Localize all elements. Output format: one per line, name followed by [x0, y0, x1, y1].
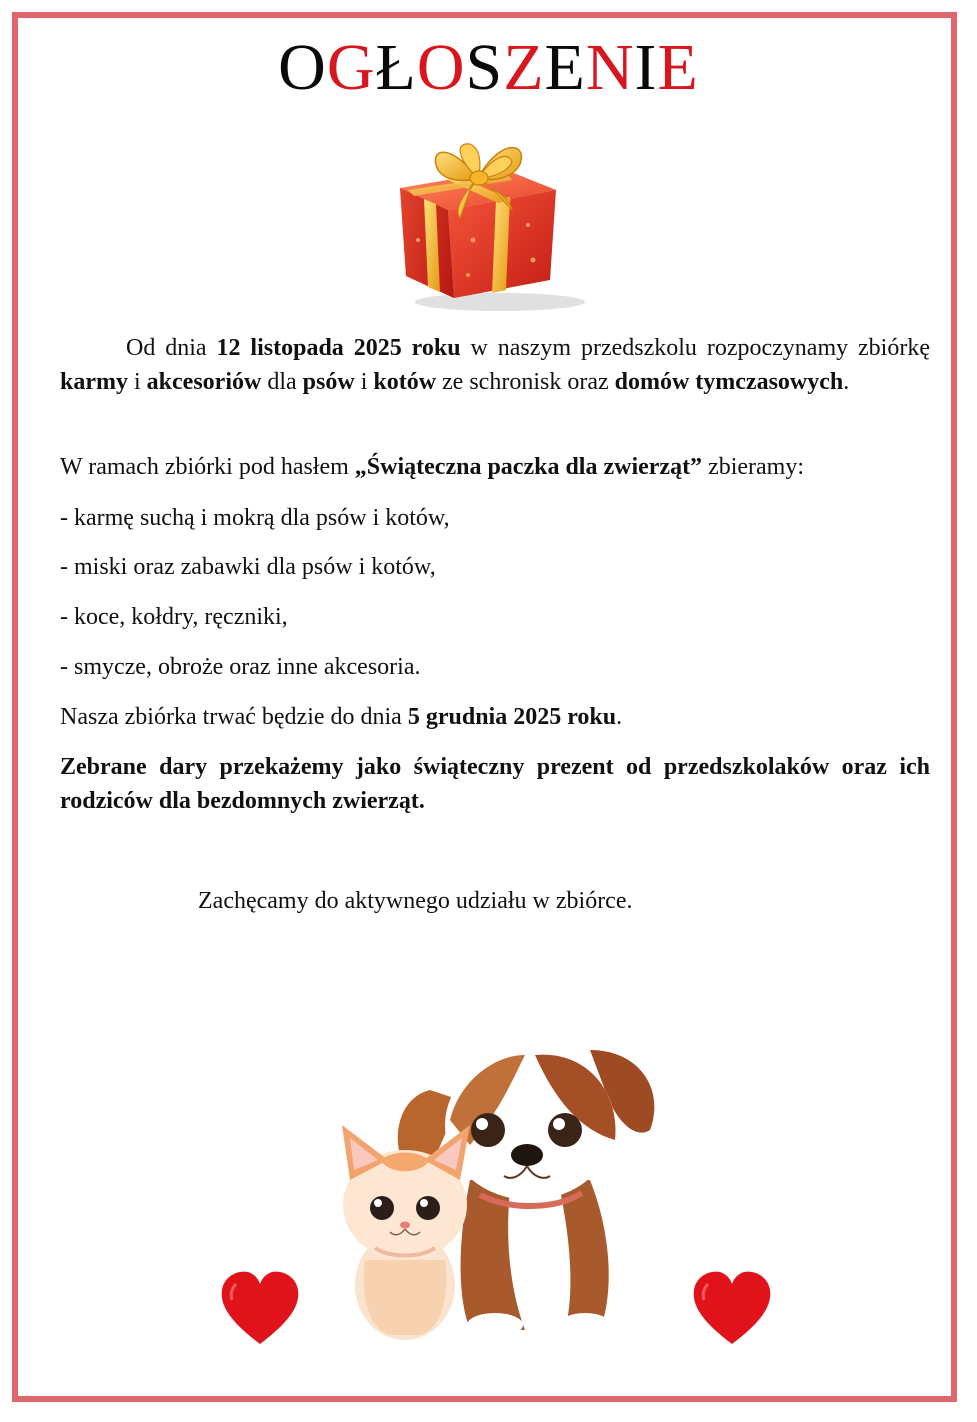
title-letter: G [326, 31, 376, 104]
list-item: - koce, kołdry, ręczniki, [60, 604, 288, 630]
duration-paragraph [60, 700, 930, 734]
list-item: - miski oraz zabawki dla psów i kotów, [60, 554, 436, 580]
intro-text: dla [261, 369, 303, 395]
intro-bold: kotów [373, 369, 437, 395]
gift-box-icon [388, 130, 588, 315]
list-item: - karmę suchą i mokrą dla psów i kotów, [60, 505, 450, 531]
intro-text: i [128, 369, 147, 395]
heart-icon [218, 1270, 302, 1348]
list-item: - smycze, obroże oraz inne akcesoria. [60, 654, 421, 680]
title-letter: E [657, 31, 699, 104]
intro-paragraph [60, 331, 930, 399]
page-title [0, 28, 977, 108]
intro-text: w naszym przedszkolu rozpoczynamy zbiórkę [460, 335, 930, 361]
title-letter: O [416, 31, 466, 104]
title-letter: N [585, 31, 635, 104]
intro-text: Od dnia [126, 335, 217, 361]
title-letter: E [544, 31, 586, 104]
intro-bold: akcesoriów [146, 369, 262, 395]
title-letter: Ł [375, 31, 417, 104]
closing-paragraph: Zebrane dary przekażemy jako świąteczny prezent od przedszkolaków oraz ich rodziców dla bezdomnych zwierząt. [60, 754, 930, 814]
title-letter: S [465, 31, 504, 104]
duration-text: Nasza zbiórka trwać będzie do dnia [60, 704, 408, 730]
start-date: 12 listopada 2025 roku [216, 335, 461, 361]
intro-bold: domów tymczasowych [614, 369, 844, 395]
puppy-and-kitten-illustration [320, 1030, 680, 1350]
intro-bold: psów [302, 369, 355, 395]
intro-text: i [354, 369, 374, 395]
title-letter: Z [503, 31, 545, 104]
heart-icon [690, 1270, 774, 1348]
title-letter: I [634, 31, 658, 104]
campaign-slogan: „Świąteczna paczka dla zwierząt” [354, 454, 703, 480]
duration-text: . [616, 704, 623, 730]
intro-bold: karmy [60, 369, 128, 395]
intro-text: . [843, 369, 850, 395]
invitation-text: Zachęcamy do aktywnego udziału w zbiórce. [198, 888, 633, 914]
motto-text: zbieramy: [702, 454, 805, 480]
motto-text: W ramach zbiórki pod hasłem [60, 454, 355, 480]
intro-text: ze schronisk oraz [436, 369, 615, 395]
title-letter: O [278, 31, 327, 104]
motto-paragraph [60, 450, 930, 484]
end-date: 5 grudnia 2025 roku [407, 704, 617, 730]
